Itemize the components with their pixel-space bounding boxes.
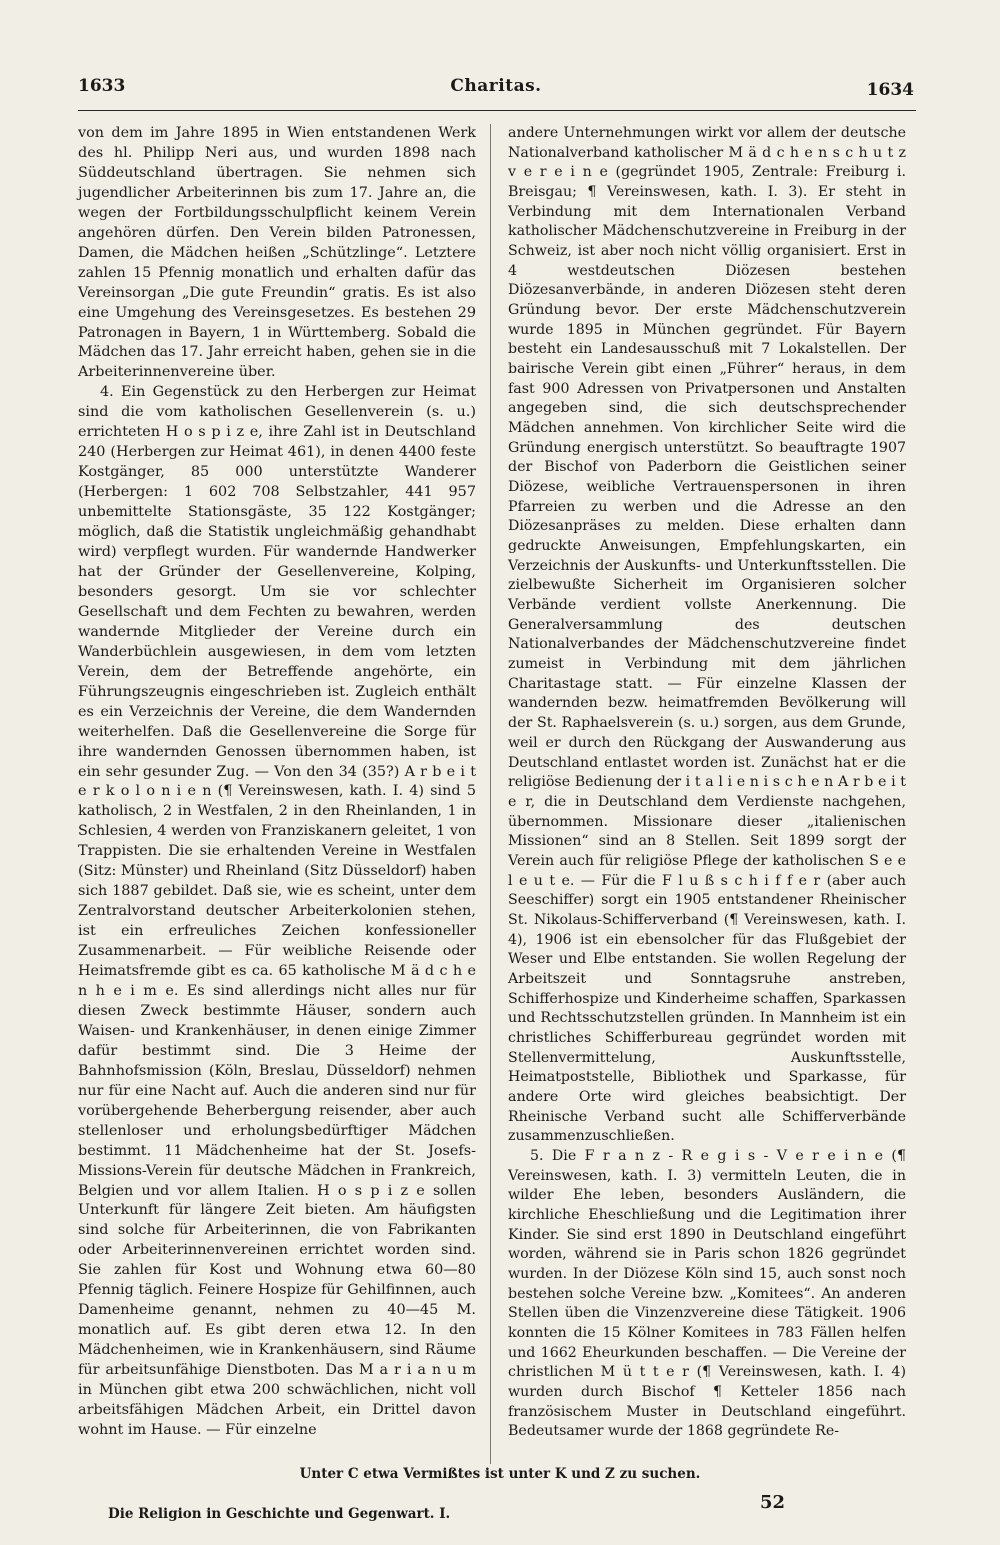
paragraph: von dem im Jahre 1895 in Wien entstandenen Werk des hl. Philipp Neri aus, und wurden 1898 nach Süddeutschland übertragen. Sie nehmen sich jugendlicher Arbeiterinnen bis zum 17. Jahre an, die wegen der Fortbildungsschulpflicht keinem Verein angehören dürfen. Den Verein bilden Patronessen, Damen, die Mädchen heißen „Schützlinge“. Letztere zahlen 15 Pfennig monatlich und erhalten dafür das Vereinsorgan „Die gute Freundin“ gratis. Es ist also eine Umgehung des Vereinsgesetzes. Es bestehen 29 Patronagen in Bayern, 1 in Württemberg. Sobald die Mädchen das 17. Jahr erreicht haben, gehen sie in die Arbeiterinnenvereine über. (78, 125, 476, 381)
page-header (78, 76, 914, 106)
left-column (78, 124, 476, 1441)
paragraph: 4. Ein Gegenstück zu den Herbergen zur Heimat sind die vom katholischen Gesellenverein (s. u.) errichteten H o s p i z e, ihre Zahl ist in Deutschland 240 (Herbergen zur Heimat 461), in denen 4400 feste Kostgänger, 85 000 unterstützte Wanderer (Herbergen: 1 602 708 Selbstzahler, 441 957 unbemittelte Stationsgäste, 35 122 Kostgänger; möglich, daß die Statistik ungleichmäßig gehandhabt wird) verpflegt wurden. Für wandernde Handwerker hat der Gründer der Gesellenvereine, Kolping, besonders gesorgt. Um sie vor schlechter Gesellschaft und dem Fechten zu bewahren, werden wandernde Mitglieder der Vereine durch ein Wanderbüchlein ausgewiesen, in dem vom letzten Verein, dem der Betreffende angehörte, ein Führungszeugnis eingeschrieben ist. Zugleich enthält es ein Verzeichnis der Vereine, die dem Wandernden weiterhelfen. Daß die Gesellenvereine die Sorge für ihre wandernden Genossen übernommen haben, ist ein sehr gesunder Zug. — Von den 34 (35?) A r b e i t e r k o l o n i e n (¶ Vereinswesen, kath. I. 4) sind 5 katholisch, 2 in Westfalen, 2 in den Rheinlanden, 1 in Schlesien, 4 werden von Franziskanern geleitet, 1 von Trappisten. Die sie erhaltenden Vereine in Westfalen (Sitz: Münster) und Rheinland (Sitz Düsseldorf) haben sich 1887 gebildet. Daß sie, wie es scheint, unter dem Zentralvorstand deutscher Arbeiterkolonien stehen, ist ein erfreuliches Zeichen konfessioneller Zusammenarbeit. — Für weibliche Reisende oder Heimatsfremde gibt es ca. 65 katholische M ä d c h e n h e i m e. Es sind allerdings nicht alles nur für diesen Zweck bestimmte Häuser, sondern auch Waisen- und Krankenhäuser, in denen einige Zimmer dafür bestimmt sind. Die 3 Heime der Bahnhofsmission (Köln, Breslau, Düsseldorf) nehmen nur für eine Nacht auf. Auch die anderen sind nur für vorübergehende Beherbergung reisender, aber auch stellenloser und erholungsbedürftiger Mädchen bestimmt. 11 Mädchenheime hat der St. Josefs-Missions-Verein für deutsche Mädchen in Frankreich, Belgien und vor allem Italien. H o s p i z e sollen Unterkunft für längere Zeit bieten. Am häufigsten sind solche für Arbeiterinnen, die von Fabrikanten oder Arbeiterinnenvereinen errichtet worden sind. Sie zahlen für Kost und Wohnung etwa 60—80 Pfennig täglich. Feinere Hospize für Gehilfinnen, auch Damenheime genannt, nehmen zu 40—45 M. monatlich auf. Es gibt deren etwa 12. In den Mädchenheimen, wie in Krankenhäusern, sind Räume für arbeitsunfähige Dienstboten. Das M a r i a n u m in München gibt etwa 200 schwächlichen, nicht voll arbeitsfähigen Mädchen Arbeit, ein Drittel davon wohnt im Hause. — Für einzelne (78, 384, 476, 1438)
page-number-left: 1633 (78, 76, 126, 96)
book-title-footer: Die Religion in Geschichte und Gegenwart. I. (108, 1506, 451, 1522)
paragraph: andere Unternehmungen wirkt vor allem der deutsche Nationalverband katholischer M ä d c h e n s c h u t z v e r e i n e (gegründet 1905, Zentrale: Freiburg i. Breisgau; ¶ Vereinswesen, kath. I. 3). Er steht in Verbindung mit dem Internationalen Verband katholischer Mädchenschutzvereine in Freiburg in der Schweiz, ist aber noch nicht völlig organisiert. Erst in 4 westdeutschen Diözesen bestehen Diözesanverbände, in anderen Diözesen steht deren Gründung bevor. Der erste Mädchenschutzverein wurde 1895 in München gegründet. Für Bayern besteht ein Landesausschuß mit 7 Lokalstellen. Der bairische Verein gibt einen „Führer“ heraus, in dem fast 900 Adressen von Privatpersonen und Anstalten angegeben sind, die sich deutschsprechender Mädchen annehmen. Von kirchlicher Seite wird die Gründung energisch unterstützt. So beauftragte 1907 der Bischof von Paderborn die Geistlichen seiner Diözese, weibliche Vertrauenspersonen in ihren Pfarreien zu werben und die Adresse an den Diözesanpräses zu melden. Diese erhalten dann gedruckte Anweisungen, Empfehlungskarten, ein Verzeichnis der Auskunfts- und Unterkunftsstellen. Die zielbewußte Sicherheit im Organisieren solcher Verbände verdient vollste Anerkennung. Die Generalversammlung des deutschen Nationalverbandes der Mädchenschutzvereine findet zumeist in Verbindung mit dem jährlichen Charitastage statt. — Für einzelne Klassen der wandernden bezw. heimatfremden Bevölkerung will der St. Raphaelsverein (s. u.) sorgen, aus dem Grunde, weil er durch den Rückgang der Auswanderung aus Deutschland entlastet worden ist. Zunächst hat er die religiöse Bedienung der i t a l i e n i s c h e n A r b e i t e r, die in Deutschland dem Verdienste nachgehen, übernommen. Missionare dieser „italienischen Missionen“ sind an 8 Stellen. Seit 1899 sorgt der Verein auch für religiöse Pflege der katholischen S e e l e u t e. — Für die F l u ß s c h i f f e r (aber auch Seeschiffer) sorgt ein 1905 entstandener Rheinischer St. Nikolaus-Schifferverband (¶ Vereinswesen, kath. I. 4), 1906 ist ein ebensolcher für das Flußgebiet der Weser und Elbe entstanden. Sie wollen Regelung der Arbeitszeit und Sonntagsruhe anstreben, Schifferhospize und Kinderheime schaffen, Sparkassen und Rechtsschutzstellen gründen. In Mannheim ist ein christliches Schifferbureau gegründet worden mit Stellenvermittelung, Auskunftsstelle, Heimatpoststelle, Bibliothek und Sparkasse, für andere Orte wird gleiches beabsichtigt. Der Rheinische Verband sucht alle Schifferverbände zusammenzuschließen. (508, 125, 906, 1145)
running-title: Charitas. (450, 76, 542, 96)
sheet-number: 52 (760, 1492, 786, 1513)
header-rule (78, 110, 916, 111)
footnote: Unter C etwa Vermißtes ist unter K und Z zu suchen. (299, 1466, 701, 1482)
column-divider (490, 124, 491, 1464)
page-number-right: 1634 (866, 80, 914, 100)
paragraph: 5. Die F r a n z - R e g i s - V e r e i n e (¶ Vereinswesen, kath. I. 3) vermitteln Leuten, die in wilder Ehe leben, besonders Ausländern, die kirchliche Eheschließung und die Legitimation ihrer Kinder. Sie sind erst 1890 in Deutschland eingeführt worden, während sie in Paris schon 1826 gegründet wurden. In der Diözese Köln sind 15, auch sonst noch bestehen solche Vereine bzw. „Komitees“. An anderen Stellen üben die Vinzenzvereine diese Tätigkeit. 1906 konnten die 15 Kölner Komitees in 783 Fällen helfen und 1662 Eheurkunden beschaffen. — Die Vereine der christlichen M ü t t e r (¶ Vereinswesen, kath. I. 4) wurden durch Bischof ¶ Ketteler 1856 nach französischem Muster in Deutschland eingeführt. Bedeutsamer wurde der 1868 gegründete Re- (508, 1147, 906, 1440)
right-column (508, 124, 906, 1442)
